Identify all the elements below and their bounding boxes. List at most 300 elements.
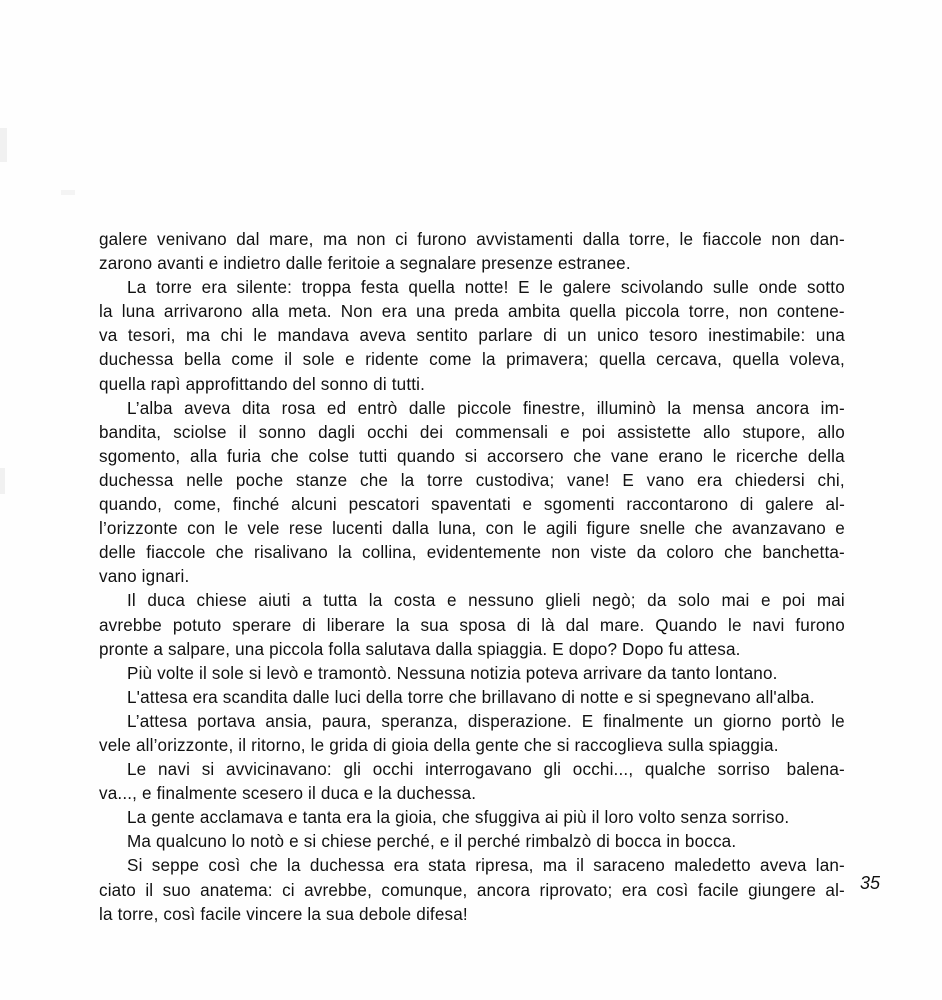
word: facile xyxy=(697,880,739,900)
word: che xyxy=(215,543,244,563)
word: dal xyxy=(236,230,260,249)
word: chiese xyxy=(196,591,247,611)
word: un xyxy=(567,326,587,346)
word: occhi xyxy=(372,760,414,780)
word: costa xyxy=(393,591,436,611)
word: avvicinavano: xyxy=(226,760,332,780)
word: E xyxy=(581,711,594,731)
word: stata xyxy=(428,856,466,876)
word: La xyxy=(127,278,147,298)
word: evidentemente xyxy=(426,543,542,563)
word: qualche xyxy=(644,760,706,780)
word: era xyxy=(393,856,419,876)
word: torre xyxy=(427,470,464,490)
word: ripresa, xyxy=(475,856,534,876)
word: interrogavano xyxy=(425,760,532,780)
word: sulle xyxy=(712,278,749,298)
word: mandava xyxy=(277,326,349,346)
word: dalla xyxy=(392,519,430,539)
word: vane xyxy=(611,446,649,466)
word: accorsero xyxy=(487,446,564,466)
word: snelle xyxy=(639,519,686,539)
word: come xyxy=(231,350,274,370)
word: il xyxy=(145,880,154,900)
word: sole xyxy=(302,350,335,370)
word: dagli xyxy=(318,422,356,442)
word: e xyxy=(835,519,845,539)
line-text: vele all’orizzonte, il ritorno, le grida di gioia della gente che si raccoglieva sulla spiaggia. xyxy=(99,735,779,755)
word: lucenti xyxy=(332,519,383,539)
word: luna, xyxy=(438,519,477,539)
word: tutta xyxy=(323,591,358,611)
word: primavera; xyxy=(506,350,589,370)
word: custodiva; xyxy=(475,470,555,490)
word: avanzavano xyxy=(732,519,826,539)
word: allo xyxy=(703,422,731,442)
word: assistette xyxy=(617,422,692,442)
word: spaventati xyxy=(431,495,511,515)
word: entrò xyxy=(357,398,398,418)
word: ansia, xyxy=(265,711,312,731)
text-line xyxy=(99,565,845,589)
word: portava xyxy=(197,711,256,731)
word: avrebbe, xyxy=(304,880,372,900)
word: raccontarono xyxy=(626,495,729,515)
word: la xyxy=(368,591,383,611)
word: occhi..., xyxy=(572,760,634,780)
word: poi xyxy=(581,422,606,442)
word: le xyxy=(539,278,554,298)
word: come, xyxy=(173,495,222,515)
word: Il xyxy=(127,591,136,611)
word: E xyxy=(622,470,634,490)
text-line xyxy=(99,421,845,445)
text-line xyxy=(99,830,845,854)
word: sgomenti xyxy=(543,495,615,515)
word: era xyxy=(201,278,227,298)
word: gli xyxy=(343,760,362,780)
word: che xyxy=(249,856,278,876)
text-line xyxy=(99,734,845,758)
line-text: Più volte il sole si levò e tramontò. Nessuna notizia poteva arrivare da tanto lontano. xyxy=(127,663,778,683)
word: chiedersi xyxy=(734,470,805,490)
word: allo xyxy=(817,422,845,442)
word: quando, xyxy=(99,495,162,515)
word: finalmente xyxy=(603,711,684,731)
word: aveva xyxy=(184,398,231,418)
word: così xyxy=(208,856,241,876)
word: sonno xyxy=(258,422,307,442)
text-line xyxy=(99,252,845,276)
word: dita xyxy=(241,398,271,418)
word: cercava, xyxy=(656,350,723,370)
word: dalla xyxy=(582,230,620,249)
word: L’alba xyxy=(127,398,173,418)
word: il xyxy=(238,422,247,442)
word: illuminò xyxy=(596,398,657,418)
word: che xyxy=(359,470,389,490)
text-line xyxy=(99,324,845,348)
text-line xyxy=(99,348,845,372)
word: collina, xyxy=(361,543,417,563)
line-text: Ma qualcuno lo notò e si chiese perché, e il perché rimbalzò di bocca in bocca. xyxy=(127,832,737,852)
word: festa xyxy=(360,278,399,298)
word: portò xyxy=(781,711,822,731)
word: chi, xyxy=(817,470,845,490)
word: furia xyxy=(226,446,262,466)
word: le xyxy=(522,519,537,539)
text-line xyxy=(99,614,845,638)
word: poche xyxy=(235,470,284,490)
word: commensali xyxy=(455,422,549,442)
word: troppa xyxy=(301,278,352,298)
word: e xyxy=(345,350,355,370)
word: là xyxy=(541,615,555,635)
word: duchessa xyxy=(309,856,385,876)
word: occhi xyxy=(367,422,408,442)
line-text: La gente acclamava e tanta era la gioia, che sfuggiva ai più il loro volto senza sorriso. xyxy=(127,808,790,828)
word: torre, xyxy=(629,230,671,249)
word: rese xyxy=(288,519,323,539)
word: mai xyxy=(816,591,845,611)
word: meta. xyxy=(288,302,332,322)
word: ma xyxy=(323,230,348,249)
word: l’orizzonte xyxy=(99,519,178,539)
word: maledetto xyxy=(674,856,751,876)
word: balena- xyxy=(781,760,845,780)
word: vele xyxy=(247,519,280,539)
word: così xyxy=(656,880,689,900)
word: mare, xyxy=(269,230,314,249)
word: della xyxy=(807,446,845,466)
word: bella xyxy=(183,350,221,370)
word: parlare xyxy=(478,326,533,346)
word: pescatori xyxy=(348,495,420,515)
word: furono xyxy=(795,615,845,635)
word: alla xyxy=(251,302,279,322)
word: liberare xyxy=(326,615,386,635)
word: ciato xyxy=(99,880,136,900)
word: inestimabile: xyxy=(708,326,806,346)
word: Si xyxy=(127,856,143,876)
word: sotto xyxy=(806,278,845,298)
word: sposa xyxy=(459,615,506,635)
word: poi xyxy=(782,591,806,611)
word: non xyxy=(551,543,581,563)
text-line xyxy=(99,589,845,613)
word: tesoro xyxy=(649,326,698,346)
word: negò; xyxy=(592,591,636,611)
word: un xyxy=(693,711,714,731)
word: sgomento, xyxy=(99,446,181,466)
word: duchessa xyxy=(99,470,174,490)
word: comunque, xyxy=(381,880,468,900)
word: il xyxy=(284,350,293,370)
word: nelle xyxy=(186,470,224,490)
text-line xyxy=(99,903,845,927)
word: saraceno xyxy=(593,856,665,876)
word: finché xyxy=(232,495,280,515)
word: le xyxy=(712,446,727,466)
word: scivolando xyxy=(620,278,704,298)
word: al- xyxy=(825,880,845,900)
word: torre xyxy=(156,278,193,298)
word: aveva xyxy=(760,856,807,876)
word: sua xyxy=(420,615,449,635)
line-text: quella rapì approfittando del sonno di tutti. xyxy=(99,374,426,394)
word: erano xyxy=(658,446,704,466)
word: anatema: xyxy=(200,880,273,900)
text-line xyxy=(99,300,845,324)
text-line xyxy=(99,445,845,469)
word: potuto xyxy=(172,615,222,635)
word: furono xyxy=(417,230,467,249)
line-text: la torre, così facile vincere la sua debole difesa! xyxy=(99,904,468,924)
word: e xyxy=(560,422,570,442)
scan-artifact-left-upper xyxy=(0,128,7,162)
word: dan- xyxy=(809,230,845,249)
word: tutti xyxy=(358,446,388,466)
word: ci xyxy=(395,230,408,249)
word: duca xyxy=(147,591,186,611)
word: duchessa xyxy=(99,350,174,370)
word: tesori, xyxy=(127,326,176,346)
word: sciolse xyxy=(173,422,227,442)
text-line xyxy=(99,782,845,806)
word: a xyxy=(302,591,312,611)
word: fiaccole xyxy=(702,230,762,249)
word: il xyxy=(576,856,585,876)
word: piccole xyxy=(457,398,512,418)
word: venivano xyxy=(157,230,227,249)
word: la xyxy=(338,543,352,563)
word: ricerche xyxy=(736,446,799,466)
word: da xyxy=(647,591,667,611)
word: alla xyxy=(190,446,218,466)
word: riprovato; xyxy=(539,880,613,900)
word: aveva xyxy=(359,326,406,346)
text-line xyxy=(99,686,845,710)
text-line xyxy=(99,517,845,541)
text-line xyxy=(99,228,845,252)
word: luna xyxy=(121,302,155,322)
text-line xyxy=(99,758,845,782)
word: disperazione. xyxy=(467,711,572,731)
word: risalivano xyxy=(254,543,328,563)
word: si xyxy=(464,446,478,466)
word: notte! xyxy=(464,278,509,298)
word: viste xyxy=(590,543,627,563)
word: banchetta- xyxy=(762,543,845,563)
word: Le xyxy=(127,760,147,780)
word: era xyxy=(381,302,408,322)
text-line xyxy=(99,397,845,421)
word: che xyxy=(270,446,299,466)
word: le xyxy=(831,711,845,731)
word: e xyxy=(760,591,771,611)
word: ci xyxy=(282,880,295,900)
word: contene- xyxy=(776,302,845,322)
word: ma xyxy=(542,856,567,876)
word: Non xyxy=(340,302,373,322)
text-line xyxy=(99,276,845,300)
word: che xyxy=(573,446,602,466)
word: agili xyxy=(545,519,578,539)
word: quella xyxy=(569,302,617,322)
word: di xyxy=(302,615,316,635)
word: unico xyxy=(597,326,639,346)
word: fiaccole xyxy=(146,543,206,563)
word: gli xyxy=(543,760,562,780)
word: finestre, xyxy=(522,398,586,418)
word: avrebbe xyxy=(99,615,162,635)
word: galere xyxy=(765,495,814,515)
line-text: zarono avanti e indietro dalle feritoie a segnalare presenze estranee. xyxy=(99,254,631,274)
word: sorriso xyxy=(717,760,771,780)
word: con xyxy=(485,519,514,539)
text-line xyxy=(99,638,845,662)
word: di xyxy=(516,615,531,635)
word: sperare xyxy=(232,615,292,635)
word: E xyxy=(518,278,530,298)
word: aiuti xyxy=(258,591,291,611)
word: le xyxy=(727,615,742,635)
word: le xyxy=(679,230,694,249)
word: im- xyxy=(820,398,845,418)
word: una xyxy=(815,326,845,346)
word: ancora xyxy=(476,880,531,900)
word: ancora xyxy=(755,398,810,418)
word: nessuno xyxy=(468,591,534,611)
word: la xyxy=(286,856,301,876)
text-line xyxy=(99,879,845,903)
word: arrivarono xyxy=(163,302,243,322)
word: giungere xyxy=(748,880,817,900)
word: non xyxy=(738,302,768,322)
word: non xyxy=(356,230,386,249)
word: solo xyxy=(677,591,710,611)
word: paura, xyxy=(321,711,372,731)
word: piccola xyxy=(625,302,680,322)
word: era xyxy=(697,470,723,490)
word: va xyxy=(99,326,118,346)
word: L’attesa xyxy=(127,711,188,731)
word: ed xyxy=(326,398,347,418)
word: quella xyxy=(598,350,646,370)
page-number: 35 xyxy=(859,873,880,893)
word: stupore, xyxy=(742,422,806,442)
word: era xyxy=(621,880,648,900)
text-line xyxy=(99,710,845,734)
word: ma xyxy=(186,326,211,346)
word: che xyxy=(724,543,753,563)
word: figure xyxy=(586,519,631,539)
word: silente: xyxy=(236,278,293,298)
text-line xyxy=(99,541,845,565)
word: chi xyxy=(220,326,243,346)
text-line xyxy=(99,493,845,517)
word: la xyxy=(400,470,415,490)
text-line xyxy=(99,662,845,686)
word: galere xyxy=(99,230,148,249)
text-line xyxy=(99,373,845,397)
word: vane! xyxy=(567,470,610,490)
word: di xyxy=(543,326,557,346)
word: e xyxy=(522,495,533,515)
word: che xyxy=(694,519,723,539)
line-text: va..., e finalmente scesero il duca e la duchessa. xyxy=(99,784,477,804)
word: di xyxy=(739,495,754,515)
line-text: L'attesa era scandita dalle luci della torre che brillavano di notte e si spegnevano all'alba. xyxy=(127,687,815,707)
word: onde xyxy=(758,278,798,298)
word: dalle xyxy=(408,398,446,418)
word: giorno xyxy=(722,711,772,731)
word: dei xyxy=(419,422,444,442)
line-text: pronte a salpare, una piccola folla salutava dalla spiaggia. E dopo? Dopo fu attesa. xyxy=(99,639,741,659)
word: avvistamenti xyxy=(476,230,574,249)
word: navi xyxy=(752,615,785,635)
word: non xyxy=(771,230,801,249)
word: ridente xyxy=(365,350,419,370)
word: seppe xyxy=(151,856,200,876)
word: Quando xyxy=(655,615,718,635)
word: la xyxy=(667,398,682,418)
word: alcuni xyxy=(291,495,337,515)
word: le xyxy=(253,326,268,346)
word: al- xyxy=(825,495,845,515)
word: vano xyxy=(646,470,685,490)
word: mensa xyxy=(692,398,745,418)
word: una xyxy=(416,302,446,322)
word: coloro xyxy=(666,543,714,563)
word: sentito xyxy=(416,326,468,346)
word: si xyxy=(201,760,215,780)
word: le xyxy=(224,519,239,539)
word: stanze xyxy=(295,470,348,490)
word: la xyxy=(99,302,113,322)
word: speranza, xyxy=(381,711,458,731)
word: dal xyxy=(565,615,590,635)
word: quando xyxy=(396,446,456,466)
word: da xyxy=(636,543,657,563)
word: torre, xyxy=(688,302,730,322)
scan-artifact-left-lower xyxy=(0,468,5,494)
word: preda xyxy=(454,302,499,322)
word: suo xyxy=(162,880,191,900)
word: bandita, xyxy=(99,422,162,442)
word: mare. xyxy=(599,615,645,635)
body-text xyxy=(99,228,845,927)
scan-artifact-speck xyxy=(61,190,75,195)
line-text: vano ignari. xyxy=(99,567,190,587)
word: la xyxy=(482,350,496,370)
word: quella xyxy=(408,278,456,298)
word: delle xyxy=(99,543,136,563)
text-line xyxy=(99,806,845,830)
word: quella xyxy=(732,350,780,370)
word: la xyxy=(395,615,410,635)
word: voleva, xyxy=(789,350,845,370)
word: ambita xyxy=(507,302,561,322)
text-line xyxy=(99,469,845,493)
word: e xyxy=(447,591,457,611)
text-line xyxy=(99,854,845,878)
word: lan- xyxy=(815,856,845,876)
word: mai xyxy=(721,591,750,611)
word: rosa xyxy=(281,398,316,418)
word: colse xyxy=(308,446,350,466)
word: come xyxy=(429,350,472,370)
